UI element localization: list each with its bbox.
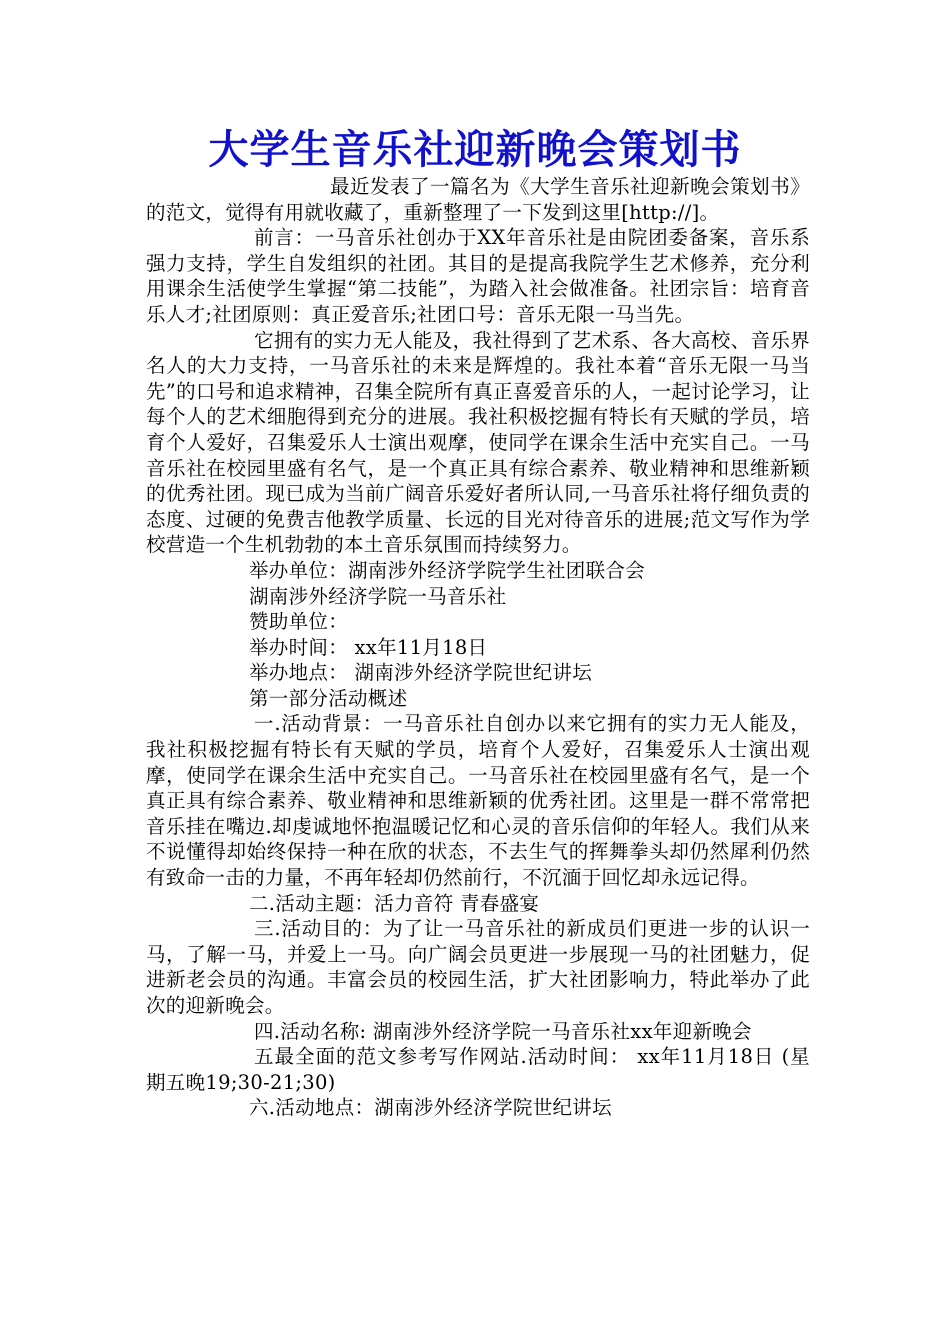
activity-place-line: 六.活动地点：湖南涉外经济学院世纪讲坛 [249,1096,612,1120]
activity-time-paragraph: 五最全面的范文参考写作网站.活动时间： xx年11月18日 (星期五晚19;30-21;30) [146,1045,810,1094]
purpose-paragraph: 三.活动目的：为了让一马音乐社的新成员们更进一步的认识一马，了解一马，并爱上一马。向广阔会员更进一步展现一马的社团魅力，促进新老会员的沟通。丰富会员的校园生活，扩大社团影响力，特此举办了此次的迎新晚会。 [146,917,810,1017]
document-body [146,174,810,1121]
preface-paragraph: 前言：一马音乐社创办于XX年音乐社是由院团委备案，音乐系强力支持，学生自发组织的社团。其目的是提高我院学生艺术修养，充分利用课余生活使学生掌握“第二技能”，为踏入社会做准备。社团宗旨：培育音乐人才;社团原则：真正爱音乐;社团口号：音乐无限一马当先。 [146,226,810,326]
part1-heading: 第一部分活动概述 [249,686,408,710]
sponsor-line: 赞助单位： [249,610,349,634]
document-title: 大学生音乐社迎新晚会策划书 [208,127,742,173]
place-line: 举办地点： 湖南涉外经济学院世纪讲坛 [249,661,593,685]
organizer-line-2: 湖南涉外经济学院一马音乐社 [249,584,507,608]
activity-name-paragraph: 四.活动名称: 湖南涉外经济学院一马音乐社xx年迎新晚会 [254,1019,752,1043]
strength-paragraph: 它拥有的实力无人能及，我社得到了艺术系、各大高校、音乐界名人的大力支持，一马音乐社的未来是辉煌的。我社本着“音乐无限一马当先”的口号和追求精神，召集全院所有真正喜爱音乐的人，一起讨论学习，让每个人的艺术细胞得到充分的进展。我社积极挖掘有特长有天赋的学员，培育个人爱好，召集爱乐人士演出观摩，使同学在课余生活中充实自己。一马音乐社在校园里盛有名气，是一个真正具有综合素养、敬业精神和思维新颖的优秀社团。现已成为当前广阔音乐爱好者所认同,一马音乐社将仔细负责的态度、过硬的免费吉他教学质量、长远的目光对待音乐的进展;范文写作为学校营造一个生机勃勃的本土音乐氛围而持续努力。 [146,328,810,557]
background-paragraph: 一.活动背景：一马音乐社自创办以来它拥有的实力无人能及，我社积极挖掘有特长有天赋的学员，培育个人爱好，召集爱乐人士演出观摩，使同学在课余生活中充实自己。一马音乐社在校园里盛有名气，是一个真正具有综合素养、敬业精神和思维新颖的优秀社团。这里是一群不常常把音乐挂在嘴边.却虔诚地怀抱温暖记忆和心灵的音乐信仰的年轻人。我们从来不说懂得却始终保持一种在欣的状态，不去生气的挥舞拳头却仍然犀利仍然有致命一击的力量，不再年轻却仍然前行，不沉湎于回忆却永远记得。 [146,712,810,890]
time-line: 举办时间： xx年11月18日 [249,635,488,659]
intro-paragraph: 最近发表了一篇名为《大学生音乐社迎新晚会策划书》的范文，觉得有用就收藏了，重新整理了一下发到这里[http://]。 [146,175,810,224]
theme-line: 二.活动主题：活力音符 青春盛宴 [249,891,540,915]
organizer-line: 举办单位：湖南涉外经济学院学生社团联合会 [249,558,646,582]
